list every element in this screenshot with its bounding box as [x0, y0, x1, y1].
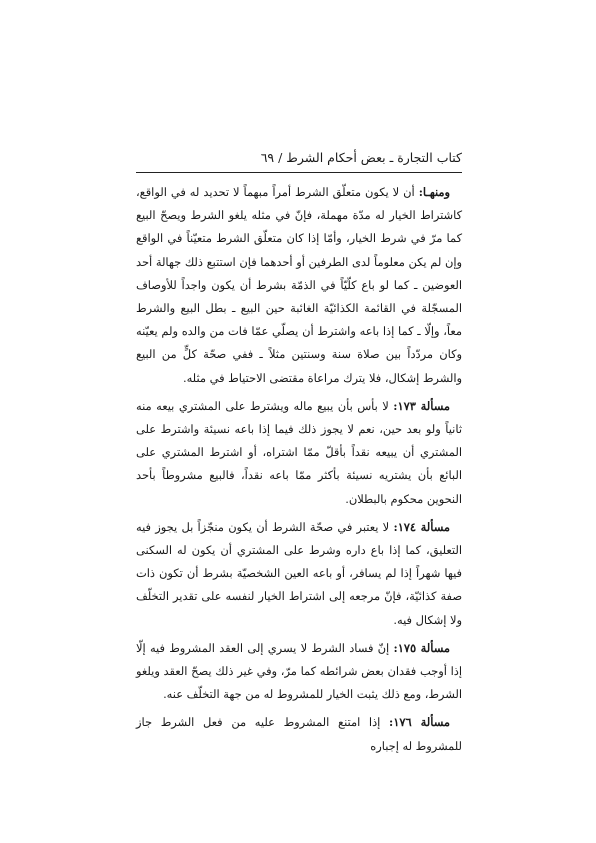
- paragraph-conditions-definiteness: [136, 181, 462, 390]
- paragraph-body: لا بأس بأن يبيع ماله ويشترط على المشتري بيعه منه ثانياً ولو بعد حين، نعم لا يجوز ذلك فيما إذا باعه نسيئة واشترط على المشتري أن يبيعه نقداً بأقلّ ممّا اشتراه، أو اشترط المشتري على البائع بأن يشتريه نسيئة بأكثر ممّا باعه نقداً، فالبيع مشروطاً بأحد النحوين محكوم بالبطلان.: [136, 398, 462, 506]
- paragraph-issue-176: [136, 711, 462, 757]
- paragraph-issue-175: [136, 637, 462, 707]
- paragraph-body: لا يعتبر في صحّة الشرط أن يكون منجّزاً بل يجوز فيه التعليق، كما إذا باع داره وشرط على المشتري أن يكون له السكنى فيها شهراً إذا لم يسافر، أو باعه العين الشخصيّة بشرط أن تكون ذات صفة كذائيّة، فإنّ مرجعه إلى اشتراط الخيار لنفسه على تقدير التخلّف ولا إشكال فيه.: [136, 519, 462, 627]
- issue-number-173: مسألة ١٧٣:: [393, 398, 450, 413]
- issue-number-176: مسألة ١٧٦:: [389, 715, 450, 730]
- paragraph-body: إنّ فساد الشرط لا يسري إلى العقد المشروط فيه إلّا إذا أوجب فقدان بعض شرائطه كما مرّ، وفي غير ذلك يصحّ العقد ويلغو الشرط، ومع ذلك يثبت الخيار للمشروط له من جهة التخلّف عنه.: [136, 640, 462, 702]
- paragraph-body: أن لا يكون متعلّق الشرط أمراً مبهماً لا تحديد له في الواقع، كاشتراط الخيار له مدّة مهملة، فإنّ في مثله يلغو الشرط ويصحّ البيع كما مرّ في شرط الخيار، وأمّا إذا كان متعلّق الشرط متعيّناً في الواقع وإن لم يكن معلوماً لدى الطرفين أو أحدهما فإن استتبع ذلك جهالة أحد العوضين ـ كما لو باع كلّيّاً في الذمّة بشرط أن يكون واجداً للأوصاف المسجّلة في القائمة الكذائيّة الغائبة حين البيع ـ بطل البيع والشرط معاً، وإلّا ـ كما إذا باعه واشترط أن يصلّي عمّا فات من والده ولم يعيّنه وكان مردّداً بين صلاة سنة وسنتين مثلاً ـ ففي صحّة كلٍّ من البيع والشرط إشكال، فلا يترك مراعاة مقتضى الاحتياط في مثله.: [136, 185, 462, 385]
- running-header: كتاب التجارة ـ بعض أحكام الشرط / ٦٩: [260, 150, 462, 165]
- issue-number-174: مسألة ١٧٤:: [393, 519, 450, 534]
- paragraph-lead: ومنهـا:: [418, 185, 450, 199]
- paragraph-body: إذا امتنع المشروط عليه من فعل الشرط جاز للمشروط له إجباره: [136, 715, 462, 753]
- issue-number-175: مسألة ١٧٥:: [393, 640, 450, 655]
- body-text: [136, 181, 462, 763]
- header-divider: [136, 172, 462, 173]
- paragraph-issue-174: [136, 516, 462, 632]
- paragraph-issue-173: [136, 395, 462, 511]
